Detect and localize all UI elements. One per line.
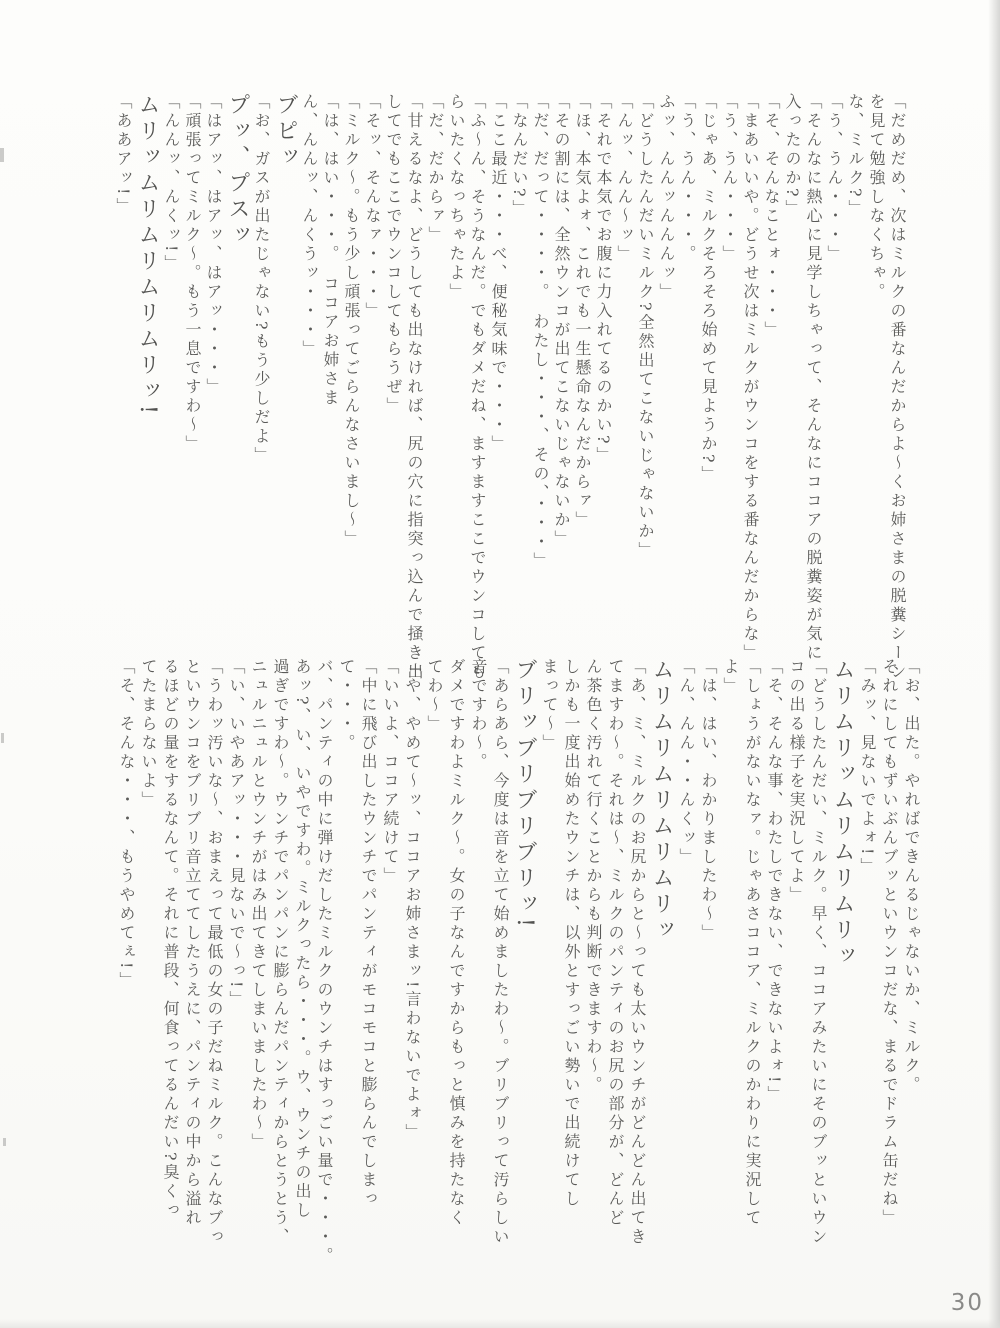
text-column: 「頑張ってミルク〜。もう一息ですわ〜」	[183, 93, 202, 454]
text-column: 「ん、んん・・んくッ」	[677, 658, 696, 867]
text-column: 「いいよ、ココア続けて」	[381, 658, 400, 886]
text-column: ダメですわよミルク〜。女の子なんですからもっと慎みを持たなく	[447, 658, 466, 1228]
text-column: 「あ、ミ、ミルクのお尻からと〜っても太いウンチがどんどん出てき	[628, 658, 647, 1247]
text-column: てたまらないよ」	[139, 658, 158, 810]
text-column: といウンコをブリブリ音立ててしたうえに、パンティの中から溢れ	[183, 658, 202, 1228]
text-column: 「そ、そんなことォ・・・」	[762, 93, 781, 340]
text-column: 「お、ガスが出たじゃない?もう少しだよ」	[252, 93, 271, 466]
text-column: 「は、はい・・・。 ココアお姉さま	[321, 93, 340, 408]
text-column: 「だ、だからァ」	[426, 93, 445, 245]
text-column: バ、パンティの中に弾けだしたミルクのウンチはすっごい量で・・・。	[315, 658, 334, 1266]
scan-artifact	[0, 148, 4, 162]
page-number: 30	[950, 1290, 984, 1316]
text-column: 「まあいいや。どうせ次はミルクがウンコをする番なんだからな」	[741, 93, 760, 663]
text-column: 「や、やめて〜ッ、ココアお姉さまッ!言わないでよォ」	[403, 658, 422, 1143]
text-column: 「そんなに熱心に見学しちゃって、そんなにココアの脱糞姿が気に	[804, 93, 823, 663]
text-column: ニュルニュルとウンチがはみ出てきてしまいましたわ〜」	[249, 658, 268, 1152]
text-column: ふッ、んんッんんんッ」	[657, 93, 676, 302]
text-column: ん、んんッ、んくうッ・・・」	[300, 93, 319, 359]
text-column: 「う、うん・・・」	[825, 93, 844, 264]
text-column: 「ふ〜ん、そうなんだ。でもダメだね、ますますここでウンコしても	[468, 93, 487, 682]
text-column: 「ミルク〜。もう少し頑張ってごらんなさいまし〜」	[342, 93, 361, 549]
text-column: な、ミルク?」	[846, 93, 865, 219]
scan-edge-shadow-bottom	[0, 1318, 1000, 1328]
text-column: 「甘えるなよ、どうしても出なければ、尻の穴に指突っ込んで掻き出	[405, 93, 424, 682]
text-column: 「そ、そんな事、わたしできない、できないよォ!」	[765, 658, 784, 1105]
text-column: プッ、プスッ	[225, 93, 250, 249]
text-column: 「その割には、全然ウンコが出てこないじゃないか」	[552, 93, 571, 549]
text-column: 「しょうがないなァ。じゃあさココア、ミルクのかわりに実況して	[743, 658, 762, 1228]
text-column: 「ほ、本気よォ、これでも一生懸命なんだからァ」	[573, 93, 592, 530]
text-column: あッ?、い、いやですわ。ミルクったら・・・。ウ、ウンチの出し	[293, 658, 312, 1221]
text-column: 「それで本気でお腹に力入れてるのかい?」	[594, 93, 613, 466]
text-column: て・・・。	[337, 658, 356, 753]
scan-artifact	[1, 733, 4, 743]
text-column: ムリムリッムリムリムリッ	[830, 658, 855, 970]
text-column: 「う、うん・・・」	[720, 93, 739, 264]
text-column: 「あらあら、今度は音を立て始めましたわ〜。ブリブリって汚らしい	[491, 658, 510, 1247]
vertical-text-block-bottom	[115, 658, 922, 1266]
text-column: 「みッ、見ないでよォ!」	[858, 658, 877, 877]
text-column: 「お、出た。やればできんるじゃないか、ミルク。	[902, 658, 921, 1095]
text-column: てわ〜」	[425, 658, 444, 734]
text-column: ん茶色く汚れて行くことからも判断できますわ〜。	[584, 658, 603, 1095]
text-column: 「ここ最近・・・べ、便秘気味で・・・」	[489, 93, 508, 454]
text-column: らいたくなっちゃたよ」	[447, 93, 466, 302]
text-column: 「なんだい?」	[510, 93, 529, 219]
text-column: 音ですわ〜。	[469, 658, 488, 772]
text-column: 入ったのか?」	[783, 93, 802, 219]
text-column: ムリッムリムリムリムリッ!	[135, 93, 160, 418]
text-column: るほどの量をするなんて。それに普段、何食ってるんだい?臭くっ	[161, 658, 180, 1221]
text-column: 「んッ、んん〜ッ」	[615, 93, 634, 264]
text-column: それにしてもずいぶんブッといウンコだな、まるでドラム缶だね」	[880, 658, 899, 1228]
vertical-text-block-top	[113, 93, 908, 682]
text-column: 「う、うん・・・。	[678, 93, 697, 264]
text-column: ブリッブリブリブリッ!	[512, 658, 537, 931]
text-column: を見て勉強しなくちゃ。	[867, 93, 886, 302]
text-column: 「だめだめ、次はミルクの番なんだからよ〜くお姉さまの脱糞シーン	[888, 93, 907, 682]
scan-artifact	[3, 1138, 6, 1146]
text-column: しかも一度出始めたウンチは、以外とすっごい勢いで出続けてし	[562, 658, 581, 1209]
text-column: 「だ、だって・・・・。 わたし・・・、その、・・・」	[531, 93, 550, 571]
text-column: まって〜」	[540, 658, 559, 753]
text-column: 「は、はい、わかりましたわ〜」	[699, 658, 718, 943]
text-column: 過ぎですわ〜。ウンチでパンパンに膨らんだパンティからとうとう、	[271, 658, 290, 1247]
text-column: 「んんッ、んくッ!」	[162, 93, 181, 274]
text-column: よ」	[721, 658, 740, 696]
text-column: 「どうしたんだい、ミルク。早く、ココアみたいにそのブッといウン	[809, 658, 828, 1247]
text-column: 「じゃあ、ミルクそろそろ始めて見ようか?」	[699, 93, 718, 485]
text-column: ムリムリムリムリムリッ	[649, 658, 674, 944]
text-column: 「そッ、そんなァ・・・」	[363, 93, 382, 321]
text-column: してでもここでウンコしてもらうぜ」	[384, 93, 403, 416]
text-column: てますわ〜。それは〜、ミルクのパンティのお尻の部分が、どんど	[606, 658, 625, 1228]
scan-edge-shadow-right	[986, 0, 1000, 1328]
text-column: コの出る様子を実況してよ」	[787, 658, 806, 905]
text-column: 「ああアッ!」	[114, 93, 133, 217]
text-column: 「中に飛び出したウンチでパンティがモコモコと膨らんでしまっ	[359, 658, 378, 1209]
text-column: 「そ、そんな・・・、もうやめてぇ!」	[117, 658, 136, 991]
text-column: ブピッ	[273, 93, 298, 171]
text-column: 「どうしたんだいミルク?全然出てこないじゃないか」	[636, 93, 655, 561]
text-column: 「うわッ汚いな〜、おまえって最低の女の子だねミルク。こんなブっ	[205, 658, 224, 1247]
text-column: 「い、いやあアッ・・・見ないで〜っ!」	[227, 658, 246, 1010]
text-column: 「はアッ、はアッ、はアッ・・・」	[204, 93, 223, 397]
